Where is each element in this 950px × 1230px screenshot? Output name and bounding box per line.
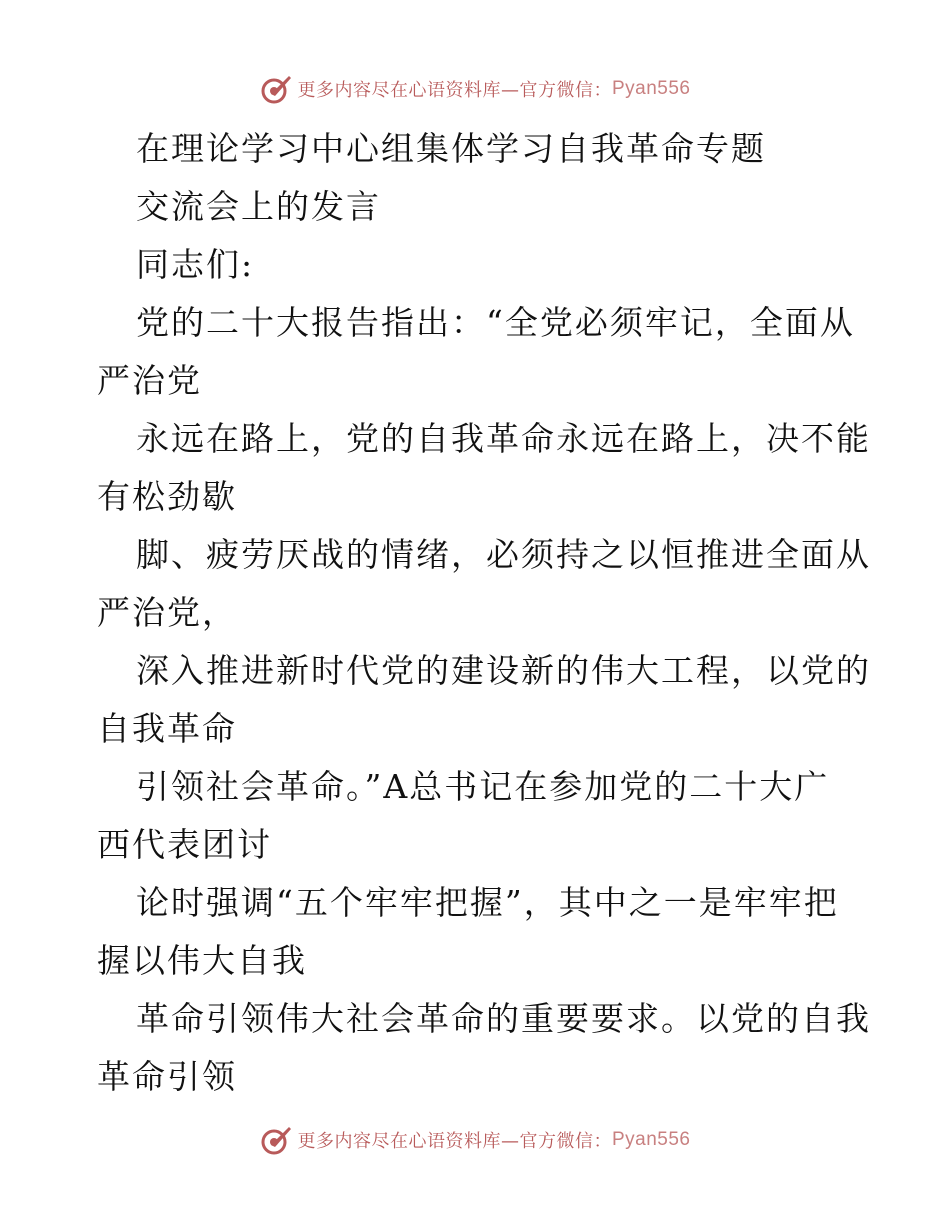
quill-logo-icon <box>259 1123 293 1157</box>
paragraph-line: 论时强调“五个牢牢把握”，其中之一是牢牢把 <box>136 883 839 922</box>
watermark-text: 更多内容尽在心语资料库—官方微信： <box>297 1131 612 1152</box>
document-title-line-2: 交流会上的发言 <box>136 187 381 226</box>
paragraph-line: 握以伟大自我 <box>97 941 307 980</box>
paragraph-line: 革命引领伟大社会革命的重要要求。以党的自我 <box>136 999 871 1038</box>
watermark-header <box>0 72 950 106</box>
watermark-footer <box>0 1123 950 1157</box>
watermark-text: 更多内容尽在心语资料库—官方微信： <box>297 80 612 101</box>
paragraph-line: 深入推进新时代党的建设新的伟大工程，以党的 <box>136 651 871 690</box>
paragraph-line: 脚、疲劳厌战的情绪，必须持之以恒推进全面从 <box>136 535 871 574</box>
paragraph-line: 有松劲歇 <box>97 477 237 516</box>
paragraph-line: 革命引领 <box>97 1057 237 1096</box>
paragraph-line: 党的二十大报告指出：“全党必须牢记，全面从 <box>136 303 855 342</box>
paragraph-line: 西代表团讨 <box>97 825 272 864</box>
paragraph-line: 严治党， <box>97 593 237 632</box>
paragraph-line: 自我革命 <box>97 709 237 748</box>
document-title-line-1: 在理论学习中心组集体学习自我革命专题 <box>136 129 766 168</box>
paragraph-line: 引领社会革命。”A总书记在参加党的二十大广 <box>136 767 830 806</box>
paragraph-line: 严治党 <box>97 361 202 400</box>
salutation: 同志们: <box>136 245 255 284</box>
watermark-contact: Pyan556 <box>611 1129 691 1150</box>
watermark-contact: Pyan556 <box>611 78 691 99</box>
quill-logo-icon <box>259 72 293 106</box>
paragraph-line: 永远在路上，党的自我革命永远在路上，决不能 <box>136 419 871 458</box>
